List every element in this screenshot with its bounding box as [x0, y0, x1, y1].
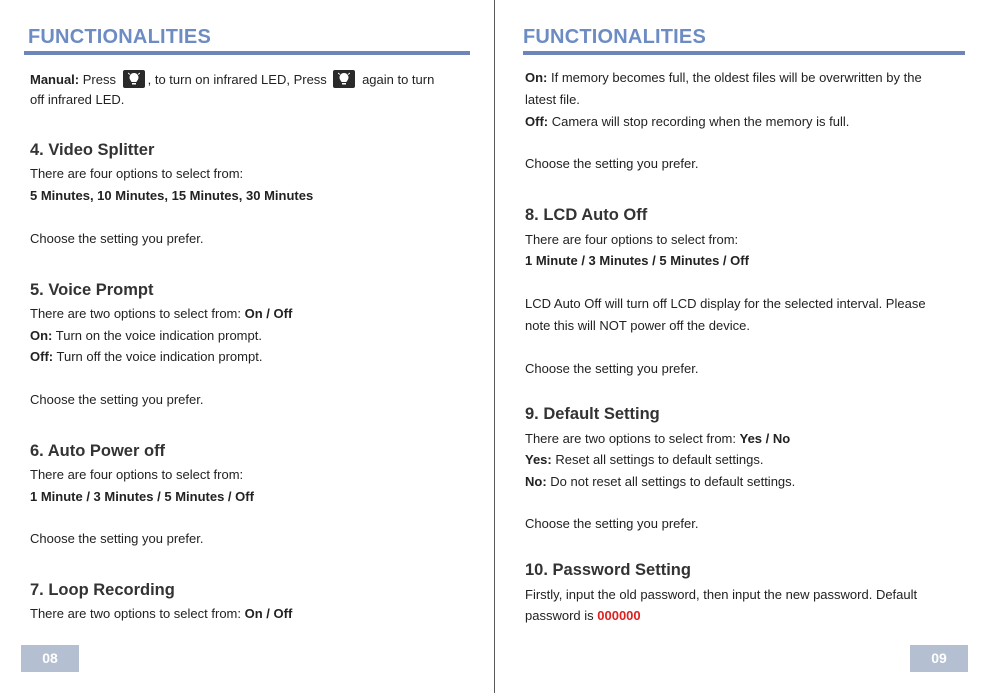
choose-text: Choose the setting you prefer.: [30, 531, 204, 546]
intro-text: There are two options to select from:: [30, 306, 241, 321]
section-title: 10. Password Setting: [525, 561, 691, 579]
section-title: 4. Video Splitter: [30, 141, 155, 159]
page-right: [497, 0, 990, 693]
option-text: latest file.: [525, 92, 580, 107]
section-intro: There are four options to select from:: [525, 232, 739, 247]
section-desc: LCD Auto Off will turn off LCD display for the selected interval. Please: [525, 296, 926, 311]
option-label: No:: [525, 474, 547, 489]
choose-text: Choose the setting you prefer.: [525, 156, 699, 171]
choose-text: Choose the setting you prefer.: [525, 361, 699, 376]
manual-line: [30, 70, 434, 88]
options-text: On / Off: [244, 606, 293, 621]
option-label: Off:: [525, 114, 549, 129]
option-desc: [525, 452, 764, 468]
page-number: 09: [910, 645, 968, 672]
page-divider: [494, 0, 495, 693]
section-options: [525, 253, 749, 269]
options-text: 5 Minutes, 10 Minutes, 15 Minutes, 30 Minutes: [30, 188, 314, 203]
option-text: Turn off the voice indication prompt.: [56, 349, 263, 364]
section-intro: [30, 306, 292, 322]
section-title: 7. Loop Recording: [30, 581, 175, 599]
option-desc: [525, 70, 922, 86]
option-desc: [525, 114, 849, 130]
section-desc: note this will NOT power off the device.: [525, 318, 750, 333]
option-desc: [30, 328, 262, 344]
section-desc: Firstly, input the old password, then input the new password. Default: [525, 587, 918, 602]
option-label: Off:: [30, 349, 54, 364]
section-options: [30, 489, 254, 505]
intro-text: There are two options to select from:: [30, 606, 241, 621]
option-label: On:: [30, 328, 53, 343]
option-text: If memory becomes full, the oldest files will be overwritten by the: [551, 70, 922, 85]
options-text: 1 Minute / 3 Minutes / 5 Minutes / Off: [525, 253, 749, 268]
option-desc: [525, 474, 795, 490]
option-label: Yes:: [525, 452, 552, 467]
infrared-led-button-icon: [333, 70, 355, 88]
section-options: [30, 188, 313, 204]
manual-text: Press: [82, 72, 116, 87]
option-text: Camera will stop recording when the memory is full.: [551, 114, 850, 129]
options-text: Yes / No: [739, 431, 791, 446]
section-title: 5. Voice Prompt: [30, 281, 154, 299]
intro-text: There are two options to select from:: [525, 431, 736, 446]
section-desc: [525, 608, 641, 624]
manual-label: Manual:: [30, 72, 80, 87]
section-intro: There are four options to select from:: [30, 467, 244, 482]
section-title: 9. Default Setting: [525, 405, 660, 423]
default-password: 000000: [597, 608, 641, 623]
section-intro: [525, 431, 790, 447]
page-number: 08: [21, 645, 79, 672]
option-label: On:: [525, 70, 548, 85]
option-text: Turn on the voice indication prompt.: [55, 328, 262, 343]
page-header: FUNCTIONALITIES: [523, 26, 706, 48]
option-text: Reset all settings to default settings.: [555, 452, 764, 467]
choose-text: Choose the setting you prefer.: [30, 231, 204, 246]
manual-text: off infrared LED.: [30, 92, 125, 107]
section-title: 6. Auto Power off: [30, 442, 166, 460]
options-text: 1 Minute / 3 Minutes / 5 Minutes / Off: [30, 489, 254, 504]
choose-text: Choose the setting you prefer.: [525, 516, 699, 531]
header-rule: [523, 51, 965, 55]
section-intro: There are four options to select from:: [30, 166, 244, 181]
section-intro: [30, 606, 292, 622]
desc-text: password is: [525, 608, 594, 623]
options-text: On / Off: [244, 306, 293, 321]
infrared-led-button-icon: [123, 70, 145, 88]
option-desc: [30, 349, 262, 365]
header-rule: [24, 51, 470, 55]
section-title: 8. LCD Auto Off: [525, 206, 648, 224]
option-text: Do not reset all settings to default settings.: [550, 474, 796, 489]
manual-text: , to turn on infrared LED, Press: [147, 72, 327, 87]
manual-text: again to turn: [362, 72, 435, 87]
choose-text: Choose the setting you prefer.: [30, 392, 204, 407]
page-header: FUNCTIONALITIES: [28, 26, 211, 48]
